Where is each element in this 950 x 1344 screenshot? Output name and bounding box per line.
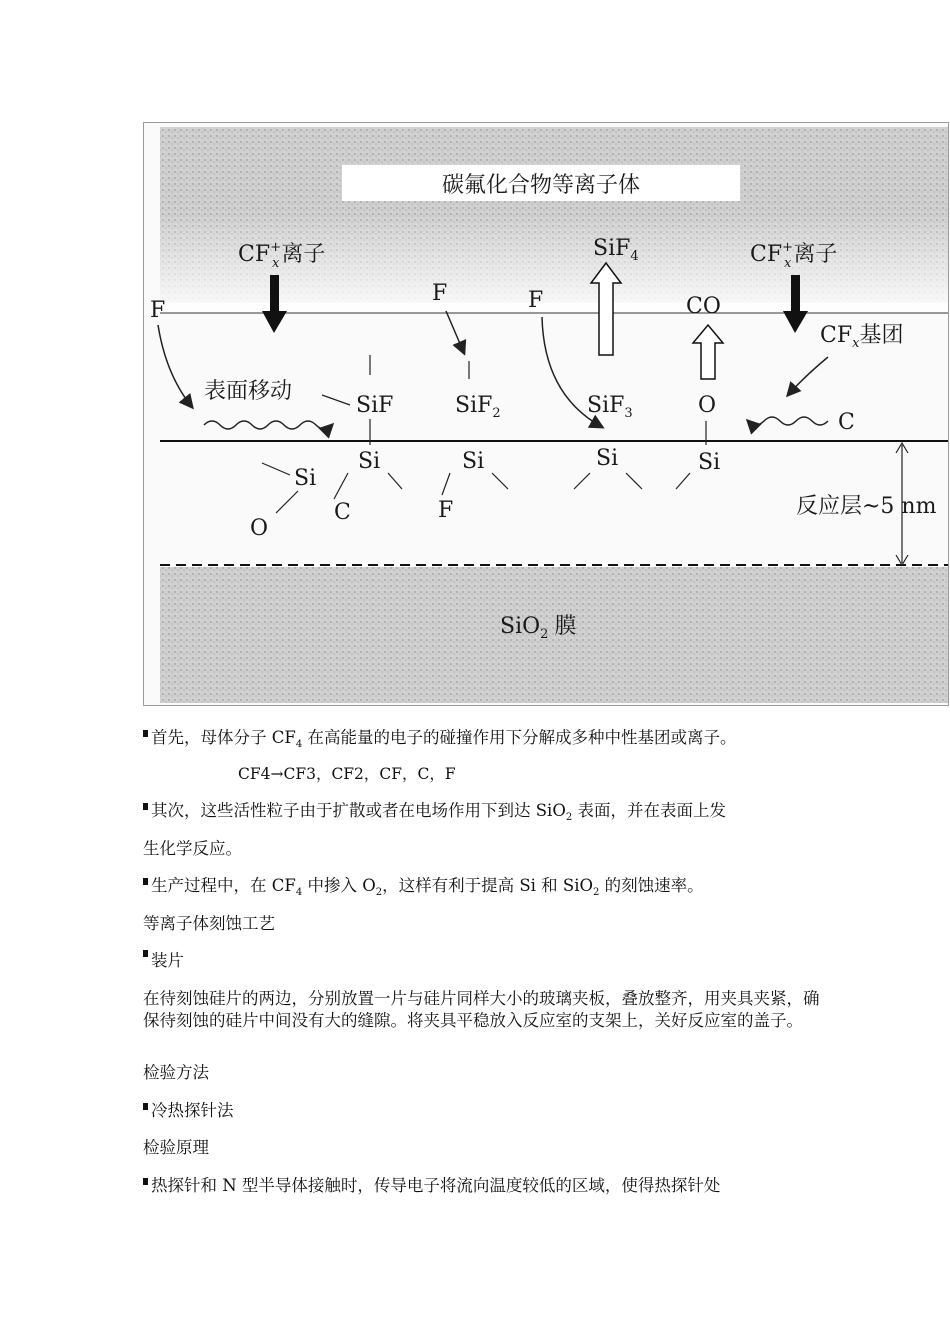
sif2-label: SiF$_2$ xyxy=(455,393,501,421)
cf4-reaction-line: CF4→CF3，CF2，CF，C，F xyxy=(238,765,456,783)
sio2-film-label: SiO$_2$ 膜 xyxy=(500,614,577,642)
sif3-label: SiF$_3$ xyxy=(587,393,633,421)
f-label-mid1: F xyxy=(432,281,448,306)
heading-inspection-method: 检验方法 xyxy=(143,1063,209,1082)
diagram-svg xyxy=(144,123,949,706)
surface-migration-wave xyxy=(204,421,332,429)
heading-inspection-principle: 检验原理 xyxy=(143,1138,209,1157)
si-atom-1: Si xyxy=(358,449,381,474)
sif4-product-label: SiF$_4$ xyxy=(593,236,639,264)
bullet-icon xyxy=(143,1103,148,1110)
bullet-hot-cold-probe: 冷热探针法 xyxy=(143,1100,234,1122)
line-diffusion-cont: 生化学反应。 xyxy=(143,839,242,858)
bullet-icon xyxy=(143,803,148,810)
sif-label: SiF xyxy=(356,393,394,418)
si-atom-3: Si xyxy=(462,449,485,474)
cfx-ion-label-right: CF+ x离子 xyxy=(750,240,838,271)
si-atom-4: Si xyxy=(596,446,619,471)
plasma-etching-diagram xyxy=(143,122,949,706)
c-migration-wave xyxy=(748,417,828,425)
bullet-icon xyxy=(143,950,148,957)
loading-paragraph: 在待刻蚀硅片的两边，分别放置一片与硅片同样大小的玻璃夹板，叠放整齐，用夹具夹紧，确保待刻蚀的硅片中间没有大的缝隙。将夹具平稳放入反应室的支架上，关好反应室的盖子。 xyxy=(143,989,820,1030)
bullet-icon xyxy=(143,1178,148,1185)
c-atom-bottom: C xyxy=(334,500,351,525)
o-surface-label: O xyxy=(698,393,717,418)
heading-plasma-etching-process: 等离子体刻蚀工艺 xyxy=(143,914,275,933)
f-label-mid2: F xyxy=(528,288,544,313)
cfx-ion-label-left: CF+ x离子 xyxy=(238,240,326,271)
f-label-left: F xyxy=(150,298,166,323)
diagram-title: 碳氟化合物等离子体 xyxy=(441,173,641,198)
bullet-icon xyxy=(143,878,148,885)
cfx-group-label: $CF_x$基团 xyxy=(820,323,904,351)
line-hot-probe: 热探针和 N 型半导体接触时，传导电子将流向温度较低的区域，使得热探针处 xyxy=(143,1175,720,1197)
si-atom-5: Si xyxy=(698,450,721,475)
ion-arrow-left xyxy=(262,311,287,333)
f-atom-bottom: F xyxy=(438,498,454,523)
line-o2-doping: 生产过程中，在 $CF_4$ 中掺入 $O_2$，这样有利于提高 Si 和 SiO$_2$ 的刻蚀速率。 xyxy=(143,875,704,897)
bullet-loading: 装片 xyxy=(143,950,184,972)
reaction-layer-label: 反应层~5 nm xyxy=(796,494,937,519)
c-label-right: C xyxy=(838,410,855,435)
o-atom-bottom: O xyxy=(250,516,269,541)
co-hollow-arrow xyxy=(693,325,723,379)
co-product-label: CO xyxy=(686,294,721,319)
surface-migration-label: 表面移动 xyxy=(204,379,293,404)
line-diffusion: 其次，这些活性粒子由于扩散或者在电场作用下到达 SiO$_2$ 表面，并在表面上发 xyxy=(143,800,726,822)
f-left-arrow xyxy=(158,325,192,407)
line-decomposition: 首先，母体分子 $CF_4$ 在高能量的电子的碰撞作用下分解成多种中性基团或离子。 xyxy=(143,727,736,749)
cfx-group-arrow xyxy=(788,357,828,395)
bullet-icon xyxy=(143,730,148,737)
ion-arrow-right xyxy=(783,311,808,333)
si-atom-2: Si xyxy=(294,466,317,491)
